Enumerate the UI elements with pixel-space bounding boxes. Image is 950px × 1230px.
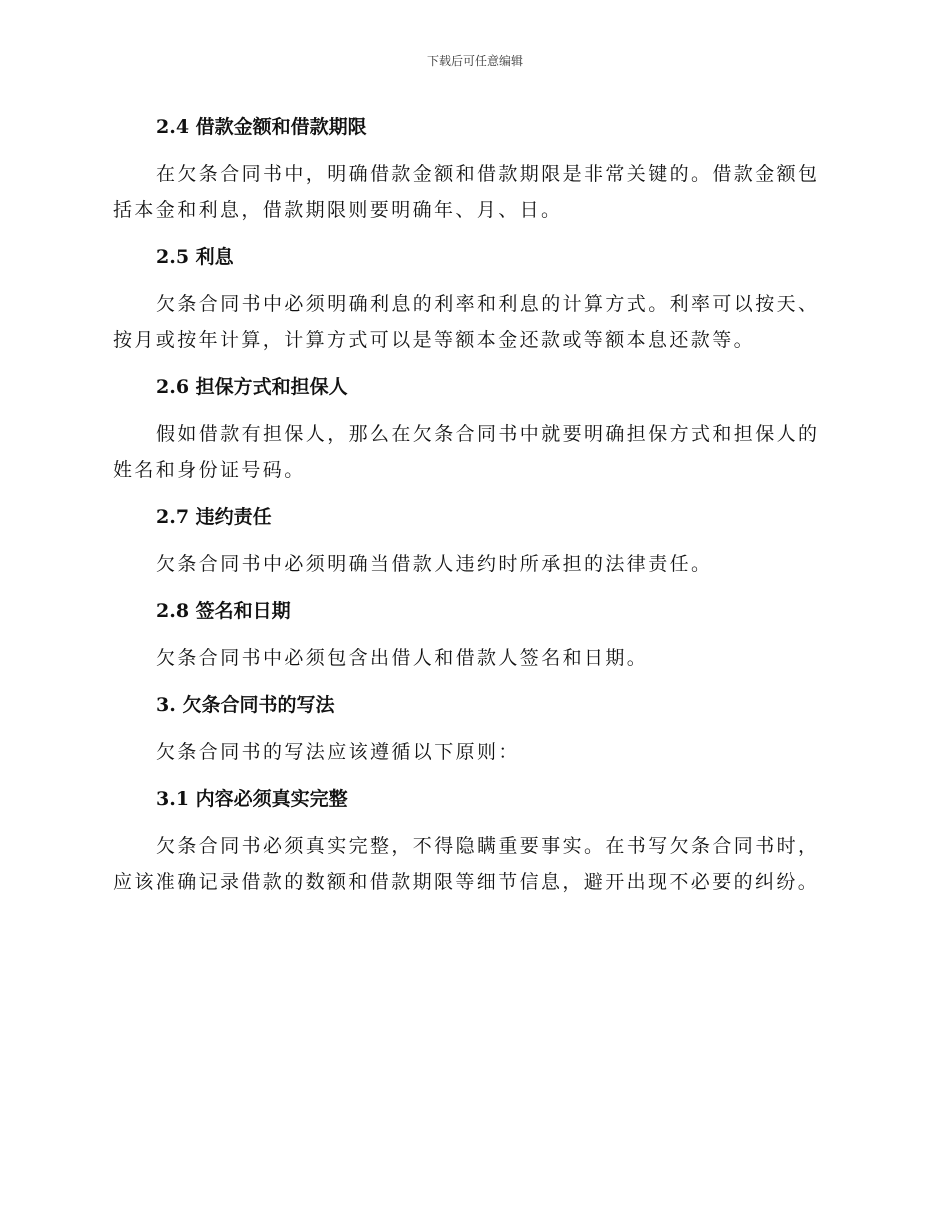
paragraph — [113, 416, 833, 488]
paragraph-line: 欠条合同书的写法应该遵循以下原则： — [156, 741, 520, 763]
page-header: 下载后可任意编辑 — [426, 54, 523, 68]
section-heading: 2.4 借款金额和借款期限 — [156, 116, 367, 138]
paragraph-line: 按月或按年计算，计算方式可以是等额本金还款或等额本息还款等。 — [113, 329, 756, 351]
section-heading: 3.1 内容必须真实完整 — [156, 788, 348, 810]
paragraph — [113, 546, 833, 582]
paragraph-line: 欠条合同书必须真实完整，不得隐瞒重要事实。在书写欠条合同书时， — [156, 835, 820, 857]
document-body — [113, 108, 833, 900]
paragraph-line: 假如借款有担保人，那么在欠条合同书中就要明确担保方式和担保人的 — [156, 423, 820, 445]
section-heading: 2.8 签名和日期 — [156, 600, 291, 622]
paragraph — [113, 286, 833, 358]
paragraph-line: 欠条合同书中必须明确当借款人违约时所承担的法律责任。 — [156, 553, 713, 575]
paragraph-line: 应该准确记录借款的数额和借款期限等细节信息，避开出现不必要的纠纷。 — [113, 871, 820, 893]
paragraph-line: 在欠条合同书中，明确借款金额和借款期限是非常关键的。借款金额包 — [156, 163, 820, 185]
section-heading: 3. 欠条合同书的写法 — [156, 694, 335, 716]
paragraph-line: 括本金和利息，借款期限则要明确年、月、日。 — [113, 199, 563, 221]
paragraph-line: 欠条合同书中必须包含出借人和借款人签名和日期。 — [156, 647, 649, 669]
paragraph-line: 姓名和身份证号码。 — [113, 459, 306, 481]
paragraph — [113, 734, 833, 770]
section-heading: 2.5 利息 — [156, 246, 234, 268]
paragraph-line: 欠条合同书中必须明确利息的利率和利息的计算方式。利率可以按天、 — [156, 293, 820, 315]
section-heading: 2.6 担保方式和担保人 — [156, 376, 348, 398]
paragraph — [113, 640, 833, 676]
paragraph — [113, 828, 833, 900]
section-heading: 2.7 违约责任 — [156, 506, 272, 528]
paragraph — [113, 156, 833, 228]
